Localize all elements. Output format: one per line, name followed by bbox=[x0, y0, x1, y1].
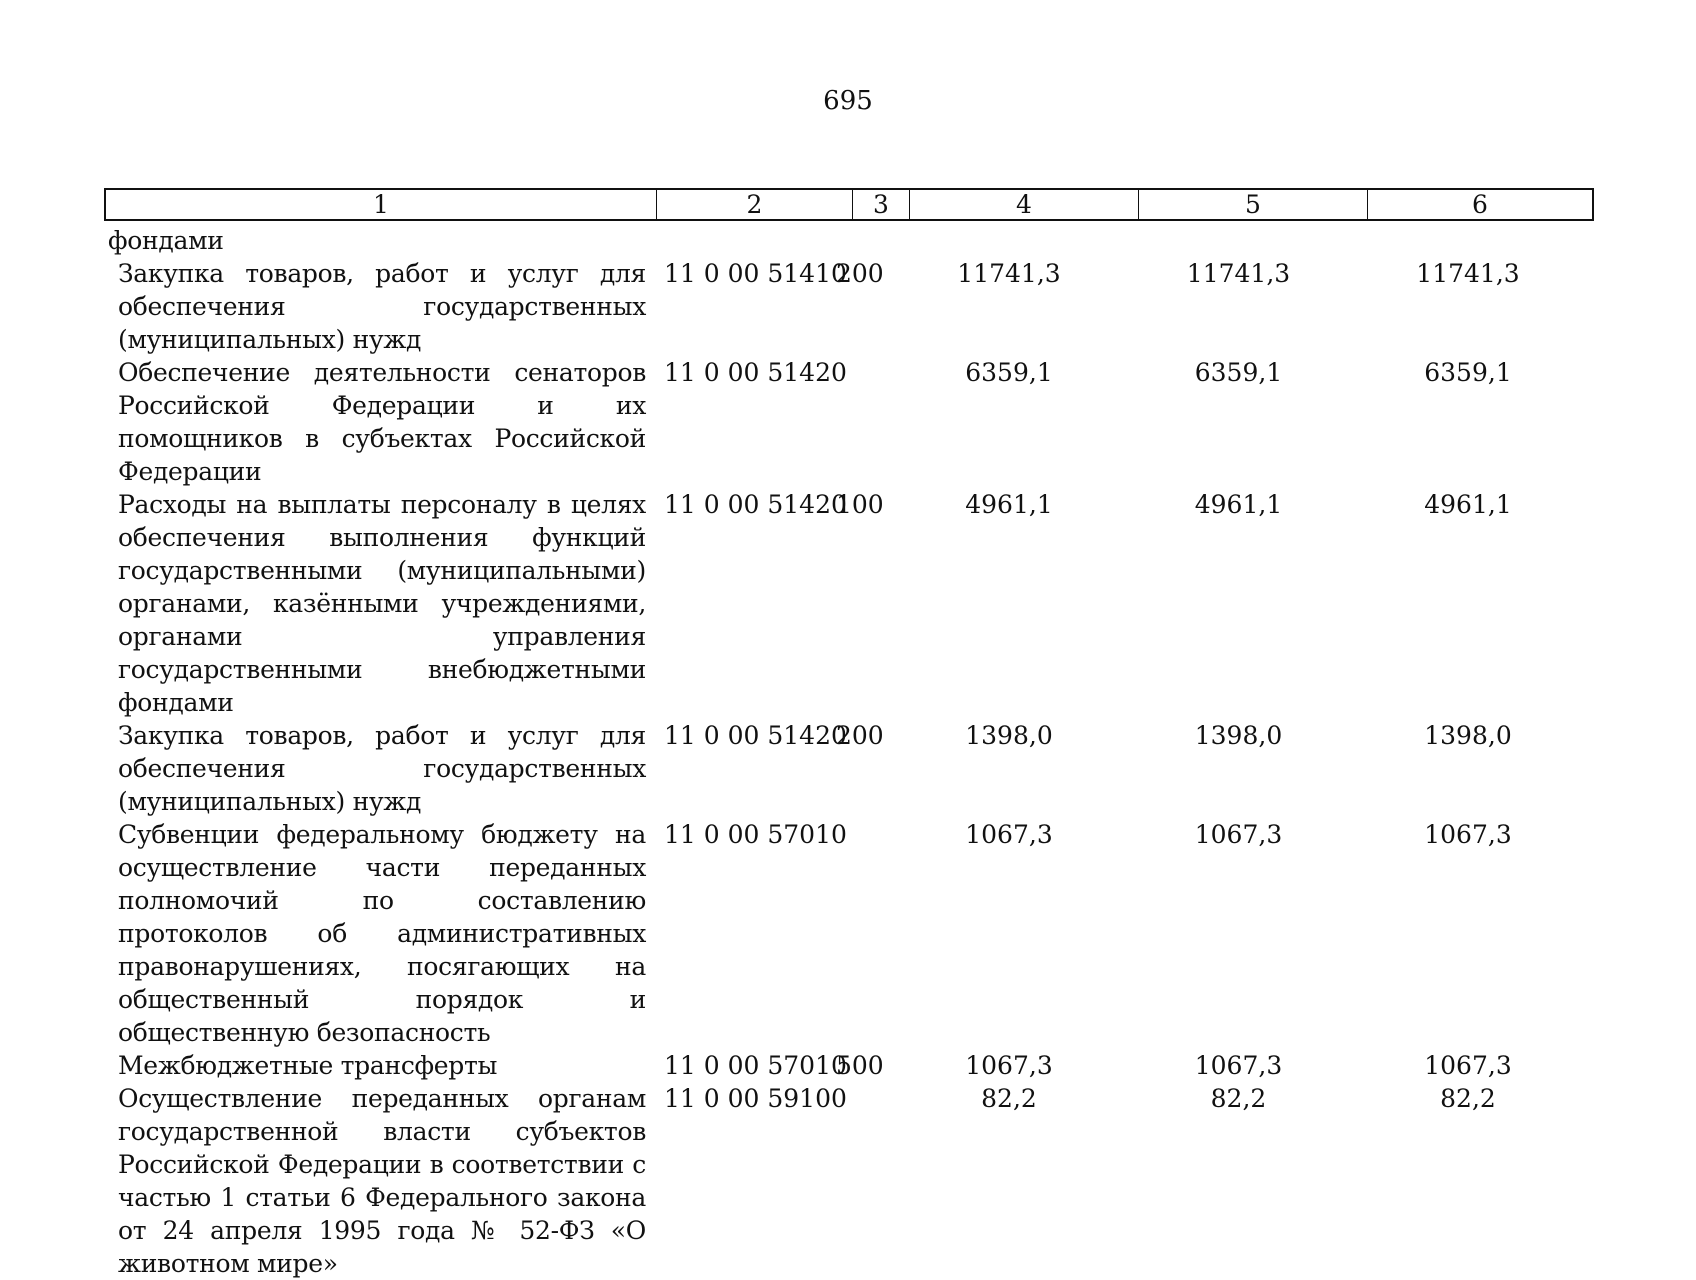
row-code: 11 0 00 59100 bbox=[664, 1084, 847, 1113]
row-value-col6: 1067,3 bbox=[1424, 820, 1512, 849]
header-col-6: 6 bbox=[1472, 190, 1488, 219]
header-col-5: 5 bbox=[1139, 190, 1368, 219]
row-code: 11 0 00 51420 bbox=[664, 490, 847, 519]
table-row bbox=[104, 1049, 1594, 1082]
row-value-col4: 11741,3 bbox=[957, 259, 1061, 288]
row-value-col5: 1067,3 bbox=[1194, 820, 1283, 849]
row-value-col4: 82,2 bbox=[981, 1084, 1037, 1113]
row-code: 11 0 00 51420 bbox=[664, 721, 847, 750]
row-expense-type bbox=[826, 1082, 894, 1280]
row-expense-type: 200 bbox=[836, 721, 884, 750]
row-code: 11 0 00 51410 bbox=[664, 259, 847, 288]
page-number: 695 bbox=[823, 86, 873, 116]
row-description: Межбюджетные трансферты bbox=[118, 1051, 498, 1080]
row-code: 11 0 00 57010 bbox=[664, 820, 847, 849]
row-description: Субвенции федеральному бюджету на осуществление части переданных полномочий по составлению протоколов об административных правонарушениях, посягающих на общественный порядок и общественную безопасность bbox=[118, 820, 646, 1047]
table-row bbox=[104, 488, 1594, 719]
row-code bbox=[646, 224, 826, 257]
header-col-4: 4 bbox=[910, 190, 1139, 219]
table-row bbox=[104, 719, 1594, 818]
row-value-col4: 6359,1 bbox=[965, 358, 1053, 387]
row-expense-type bbox=[826, 224, 894, 257]
row-value-col6: 1398,0 bbox=[1424, 721, 1512, 750]
row-value-col6 bbox=[1353, 224, 1583, 257]
row-expense-type bbox=[826, 356, 894, 488]
row-expense-type bbox=[826, 818, 894, 1049]
row-value-col5: 1067,3 bbox=[1194, 1051, 1283, 1080]
table-row bbox=[104, 257, 1594, 356]
row-description: Осуществление переданных органам государственной власти субъектов Российской Федерации в соответствии с частью 1 статьи 6 Федерального закона от 24 апреля 1995 года № 52-ФЗ «О животном мире» bbox=[118, 1084, 646, 1278]
table-row bbox=[104, 224, 1594, 257]
row-value-col4: 1398,0 bbox=[965, 721, 1053, 750]
row-expense-type: 500 bbox=[836, 1051, 884, 1080]
header-col-1: 1 bbox=[106, 190, 657, 219]
row-value-col5: 11741,3 bbox=[1186, 259, 1291, 288]
table-body bbox=[104, 224, 1594, 1280]
row-description: фондами bbox=[108, 226, 224, 255]
row-expense-type: 100 bbox=[836, 490, 884, 519]
row-value-col4 bbox=[894, 224, 1124, 257]
row-value-col6: 1067,3 bbox=[1424, 1051, 1512, 1080]
row-value-col4: 1067,3 bbox=[965, 820, 1053, 849]
row-description: Расходы на выплаты персоналу в целях обеспечения выполнения функций государственными (муниципальными) органами, казёнными учреждениями, органами управления государственными внебюджетными фондами bbox=[118, 490, 646, 717]
table-header bbox=[104, 188, 1594, 221]
row-code: 11 0 00 57010 bbox=[664, 1051, 847, 1080]
row-value-col5: 82,2 bbox=[1210, 1084, 1267, 1113]
row-value-col4: 4961,1 bbox=[965, 490, 1053, 519]
row-code: 11 0 00 51420 bbox=[664, 358, 847, 387]
table-row bbox=[104, 818, 1594, 1049]
table-row bbox=[104, 1082, 1594, 1280]
row-value-col5: 1398,0 bbox=[1194, 721, 1283, 750]
row-description: Закупка товаров, работ и услуг для обеспечения государственных (муниципальных) нужд bbox=[118, 259, 646, 354]
row-value-col6: 11741,3 bbox=[1416, 259, 1520, 288]
row-value-col5: 6359,1 bbox=[1194, 358, 1283, 387]
row-value-col4: 1067,3 bbox=[965, 1051, 1053, 1080]
row-value-col5: 4961,1 bbox=[1194, 490, 1283, 519]
row-value-col5 bbox=[1124, 224, 1353, 257]
row-expense-type: 200 bbox=[836, 259, 884, 288]
row-value-col6: 82,2 bbox=[1440, 1084, 1496, 1113]
table-row bbox=[104, 356, 1594, 488]
row-value-col6: 6359,1 bbox=[1424, 358, 1512, 387]
row-description: Закупка товаров, работ и услуг для обеспечения государственных (муниципальных) нужд bbox=[118, 721, 646, 816]
row-description: Обеспечение деятельности сенаторов Российской Федерации и их помощников в субъектах Российской Федерации bbox=[118, 358, 646, 486]
header-col-3: 3 bbox=[853, 190, 910, 219]
row-value-col6: 4961,1 bbox=[1424, 490, 1512, 519]
header-col-2: 2 bbox=[657, 190, 853, 219]
